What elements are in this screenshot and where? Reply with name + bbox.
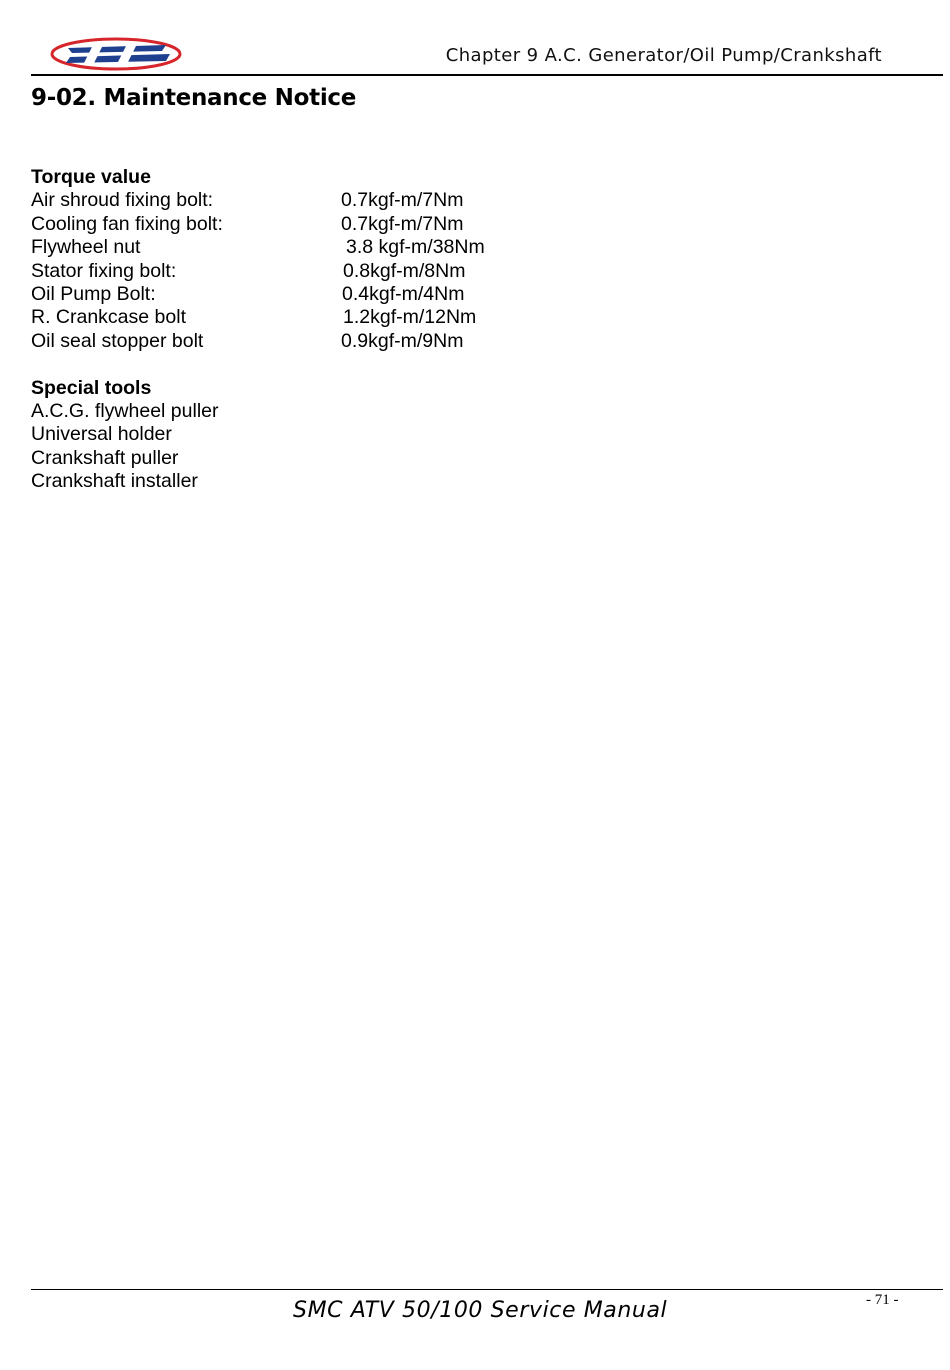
torque-label: Flywheel nut (31, 236, 141, 259)
torque-label: R. Crankcase bolt (31, 306, 186, 329)
torque-row (31, 329, 464, 353)
special-tools-list (31, 400, 219, 494)
torque-heading: Torque value (31, 166, 151, 188)
torque-label: Oil Pump Bolt: (31, 282, 156, 305)
torque-value: 0.4kgf-m/4Nm (342, 282, 465, 305)
torque-row (31, 306, 477, 329)
manual-title: SMC ATV 50/100 Service Manual (293, 1298, 668, 1323)
torque-row (31, 282, 465, 306)
torque-row (31, 259, 466, 283)
torque-value: 3.8 kgf-m/38Nm (346, 236, 485, 259)
tool-item: A.C.G. flywheel puller (31, 399, 219, 422)
torque-row (31, 212, 464, 236)
tool-item: Universal holder (31, 423, 172, 446)
torque-label: Oil seal stopper bolt (31, 329, 204, 352)
maintenance-content (31, 166, 485, 494)
torque-row (31, 236, 485, 259)
torque-value: 0.8kgf-m/8Nm (343, 259, 466, 282)
tool-item: Crankshaft puller (31, 446, 179, 469)
torque-table (31, 189, 485, 353)
torque-value: 1.2kgf-m/12Nm (343, 306, 477, 329)
torque-value: 0.7kgf-m/7Nm (341, 212, 464, 235)
page-number: - 71 - (866, 1292, 899, 1308)
section-title: 9-02. Maintenance Notice (31, 85, 357, 111)
torque-value: 0.7kgf-m/7Nm (341, 189, 464, 212)
header-divider (31, 74, 943, 76)
chapter-title: Chapter 9 A.C. Generator/Oil Pump/Crankshaft (445, 45, 882, 66)
spacer (31, 353, 219, 376)
footer-divider (31, 1289, 943, 1290)
torque-label: Stator fixing bolt: (31, 259, 177, 282)
torque-value: 0.9kgf-m/9Nm (341, 329, 464, 352)
special-tools-heading: Special tools (31, 376, 152, 399)
torque-label: Cooling fan fixing bolt: (31, 212, 223, 235)
smc-logo (50, 36, 186, 72)
tool-item: Crankshaft installer (31, 470, 198, 493)
torque-label: Air shroud fixing bolt: (31, 189, 214, 212)
torque-row (31, 189, 464, 212)
